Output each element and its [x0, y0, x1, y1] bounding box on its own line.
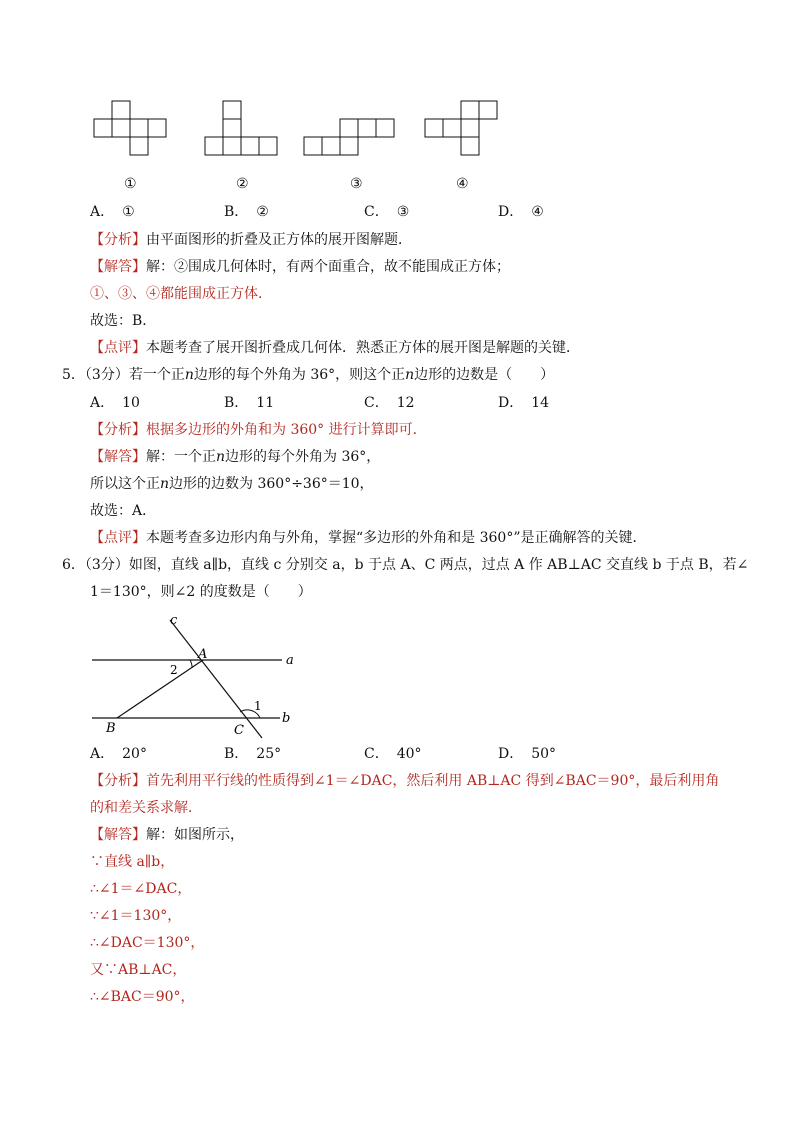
- q5-analysis: 【分析】根据多边形的外角和为 360° 进行计算即可．: [90, 422, 427, 438]
- q6-step-2: ∴∠1＝∠DAC，: [90, 881, 192, 897]
- q6-option-a[interactable]: A． 20°: [90, 746, 147, 762]
- comment-label: 【点评】: [90, 530, 146, 546]
- q4-option-d[interactable]: D． ④: [498, 204, 544, 220]
- label-1: 1: [254, 699, 262, 713]
- q6-step-1: ∵直线 a∥b，: [90, 854, 175, 870]
- net-label-1: ①: [124, 176, 137, 192]
- q6-option-b[interactable]: B． 25°: [224, 746, 282, 762]
- q6-analysis-line2: 的和差关系求解．: [90, 800, 202, 816]
- q4-option-b[interactable]: B． ②: [224, 204, 269, 220]
- q6-step-5: 又∵AB⊥AC，: [90, 962, 187, 978]
- angle-2-arc: [190, 660, 192, 668]
- segment-AB: [117, 660, 203, 718]
- q4-comment: 【点评】本题考查了展开图折叠成几何体．熟悉正方体的展开图是解题的关键．: [90, 340, 580, 356]
- label-c: c: [170, 613, 178, 628]
- q6-step-6: ∴∠BAC＝90°，: [90, 989, 195, 1005]
- q5-stem: 5．（3分）若一个正n边形的每个外角为 36°，则这个正n边形的边数是（ ）: [62, 367, 555, 383]
- q6-answer: 【解答】解：如图所示，: [90, 827, 244, 843]
- q4-analysis: 【分析】由平面图形的折叠及正方体的展开图解题．: [90, 232, 412, 248]
- q4-option-a[interactable]: A． ①: [90, 204, 135, 220]
- q6-option-c[interactable]: C． 40°: [364, 746, 422, 762]
- q6-option-d[interactable]: D． 50°: [498, 746, 557, 762]
- q5-option-d[interactable]: D． 14: [498, 395, 550, 411]
- analysis-label: 【分析】: [90, 232, 146, 248]
- q6-stem-line2: 1＝130°，则∠2 的度数是（ ）: [90, 584, 312, 600]
- q6-stem-line1: 6．（3分）如图，直线 a∥b，直线 c 分别交 a，b 于点 A、C 两点，过点 A 作 AB⊥AC 交直线 b 于点 B，若∠: [62, 557, 749, 573]
- line-c: [170, 620, 262, 738]
- q5-comment: 【点评】本题考查多边形内角与外角，掌握“多边形的外角和是 360°”是正确解答的关键．: [90, 530, 647, 546]
- q5-answer: 【解答】解：一个正n边形的每个外角为 36°，: [90, 449, 381, 465]
- q6-step-3: ∵∠1＝130°，: [90, 908, 182, 924]
- net-label-4: ④: [456, 176, 469, 192]
- answer-label: 【解答】: [90, 827, 146, 843]
- label-A: A: [198, 647, 208, 662]
- label-C: C: [234, 723, 244, 738]
- q5-option-c[interactable]: C． 12: [364, 395, 415, 411]
- label-a: a: [286, 653, 294, 668]
- q5-answer-line2: 所以这个正n边形的边数为 360°÷36°＝10，: [90, 476, 374, 492]
- q6-geometry-figure: [80, 608, 320, 748]
- q4-answer: 【解答】解：②围成几何体时，有两个面重合，故不能围成正方体；: [90, 259, 510, 275]
- label-b: b: [282, 711, 291, 726]
- answer-label: 【解答】: [90, 449, 146, 465]
- cube-net-3: [304, 119, 394, 155]
- q5-choice: 故选：A．: [90, 503, 157, 519]
- analysis-label: 【分析】: [90, 773, 146, 789]
- q4-option-c[interactable]: C． ③: [364, 204, 410, 220]
- analysis-label: 【分析】: [90, 422, 146, 438]
- comment-label: 【点评】: [90, 340, 146, 356]
- cube-net-2: [205, 101, 277, 155]
- q5-option-b[interactable]: B． 11: [224, 395, 275, 411]
- q4-choice: 故选：B．: [90, 313, 157, 329]
- answer-label: 【解答】: [90, 259, 146, 275]
- cube-net-4: [425, 101, 497, 155]
- q6-analysis: 【分析】首先利用平行线的性质得到∠1＝∠DAC，然后利用 AB⊥AC 得到∠BAC＝90°，最后利用角: [90, 773, 720, 789]
- q6-step-4: ∴∠DAC＝130°，: [90, 935, 205, 951]
- net-label-2: ②: [236, 176, 249, 192]
- cube-nets-figure: [0, 90, 794, 200]
- q5-option-a[interactable]: A． 10: [90, 395, 140, 411]
- net-label-3: ③: [350, 176, 363, 192]
- label-B: B: [106, 721, 116, 736]
- cube-net-1: [94, 101, 166, 155]
- label-2: 2: [170, 663, 178, 677]
- q4-answer-line2: ①、③、④都能围成正方体．: [90, 286, 272, 302]
